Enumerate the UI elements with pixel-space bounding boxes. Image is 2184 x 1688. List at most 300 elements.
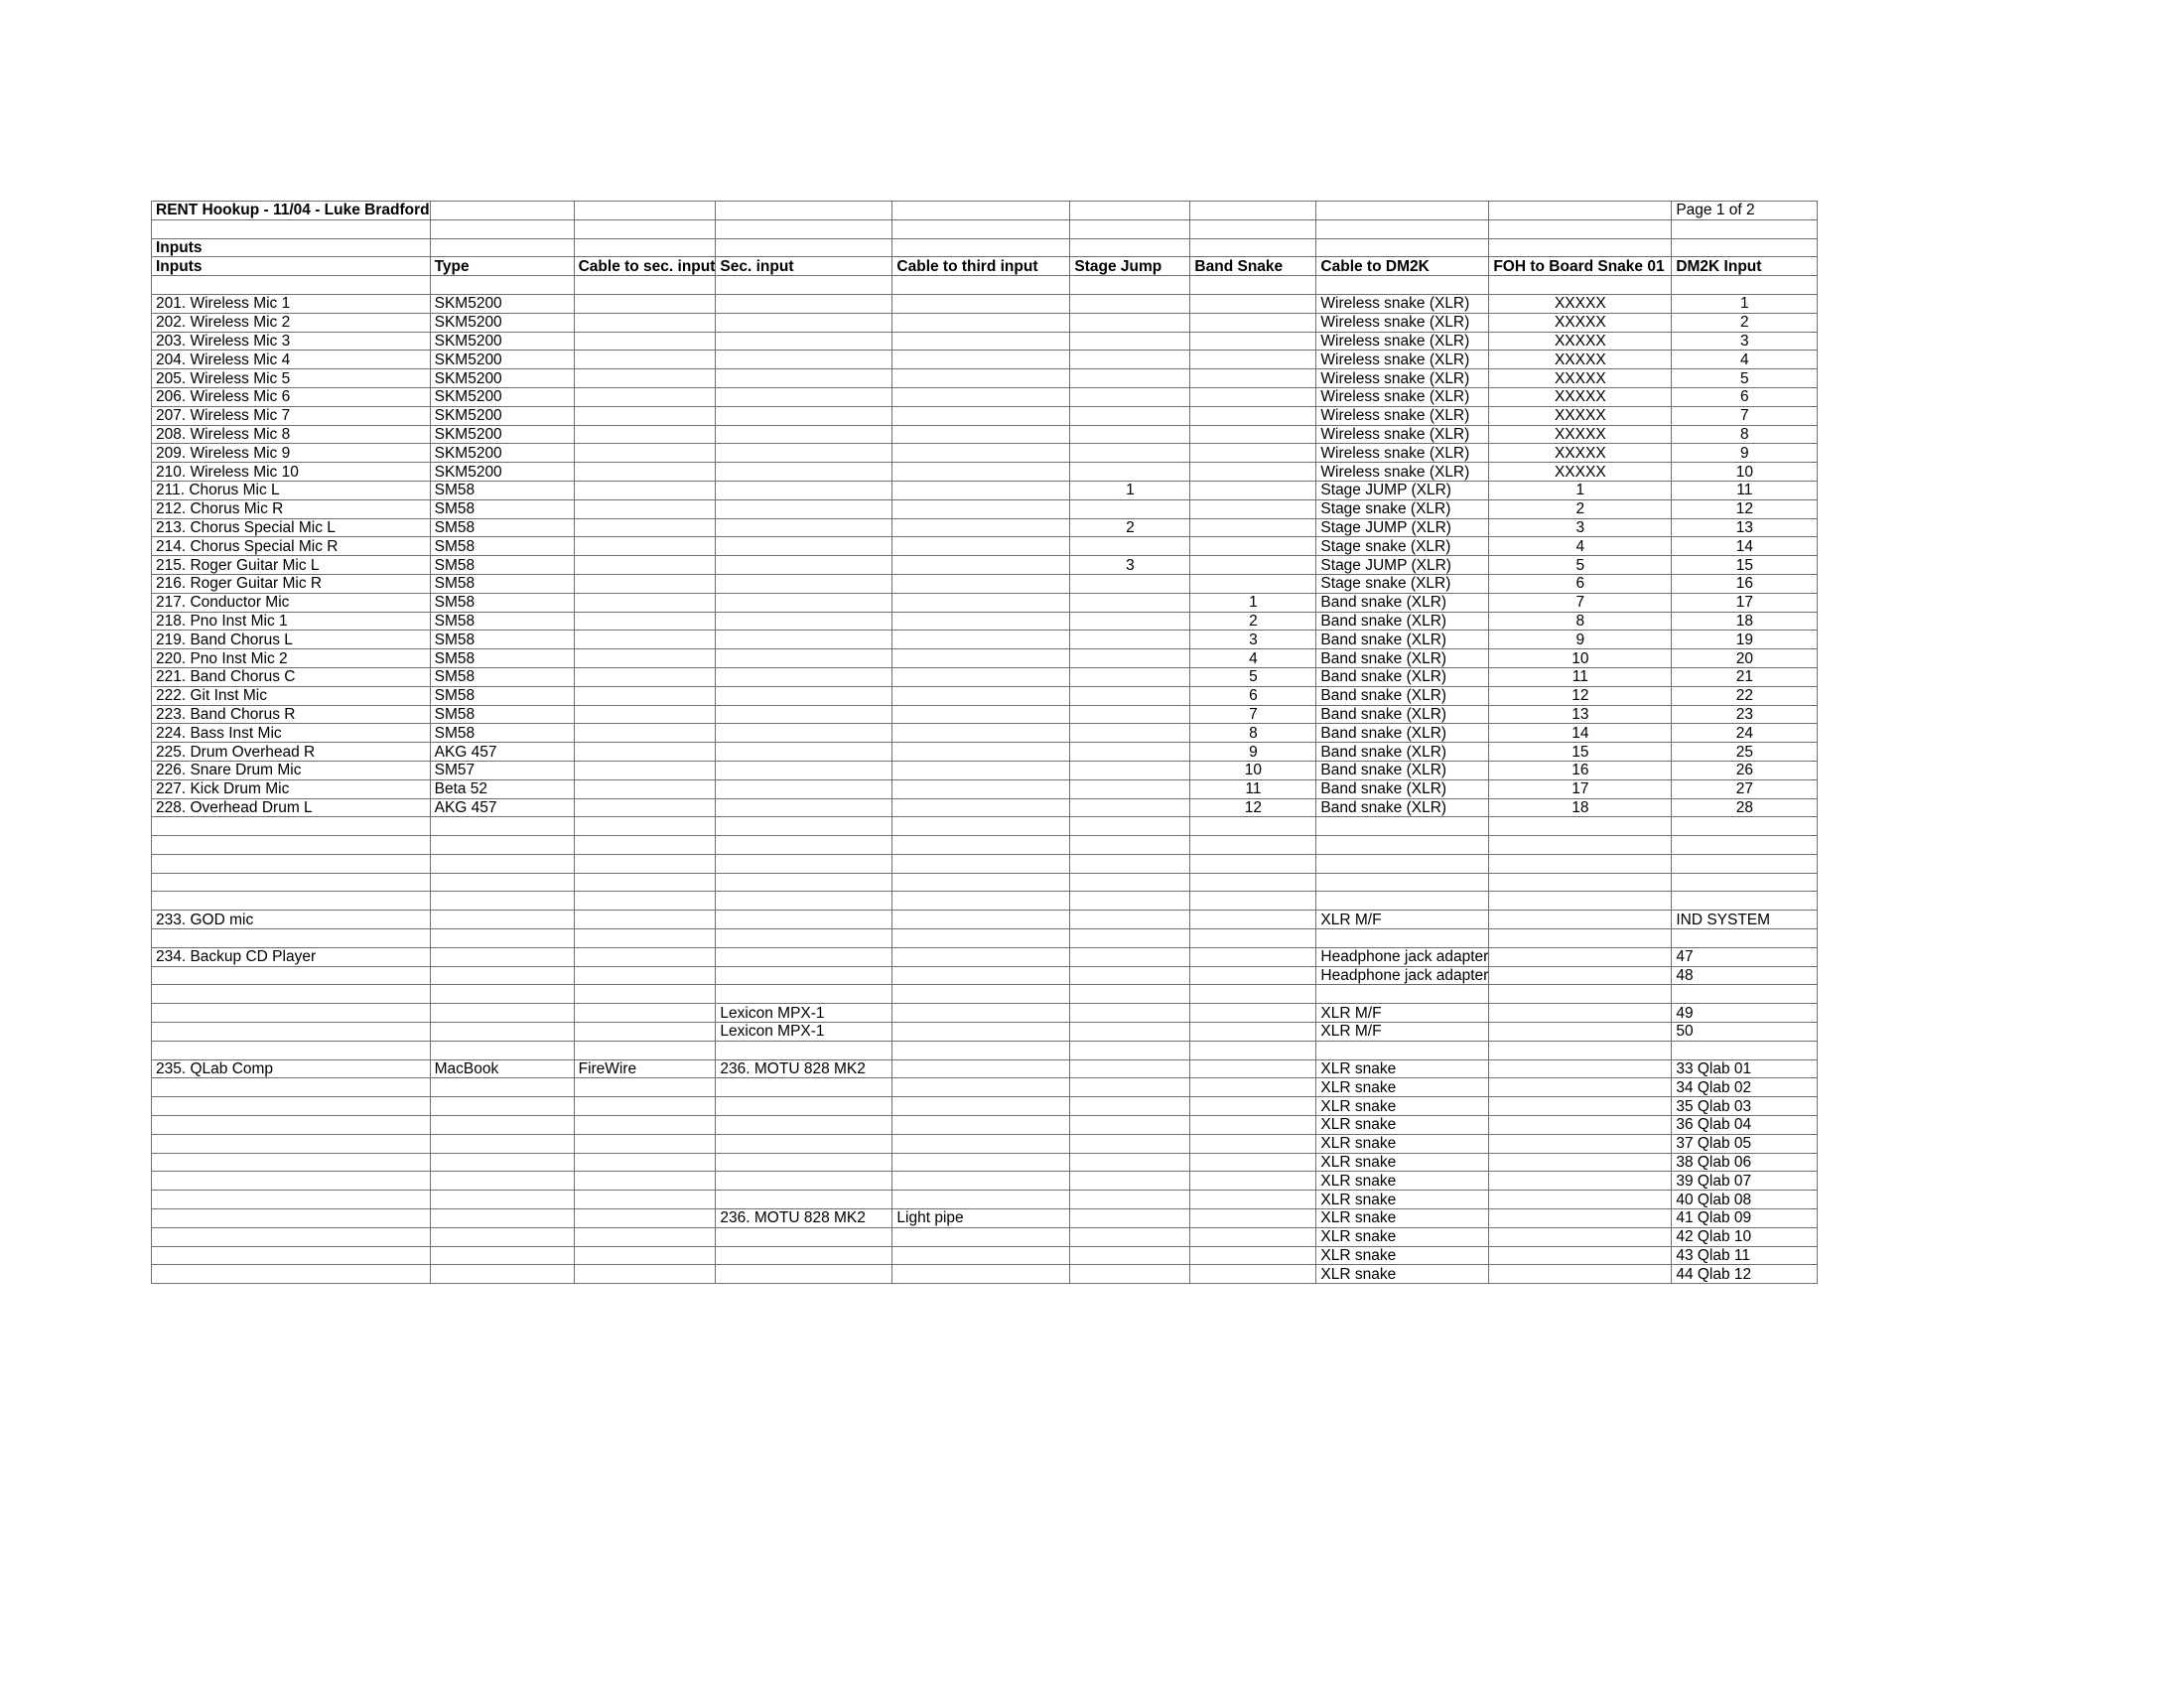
cell-type: SKM5200 [430,406,574,425]
cell-stage-jump [1070,761,1190,779]
cell-type: MacBook [430,1059,574,1078]
cell-cable-to-dm2k [1316,892,1489,911]
cell-cable-to-sec-input [574,387,716,406]
table-row [152,836,1818,855]
table-row [152,332,1818,351]
cell-cable-to-dm2k: Stage snake (XLR) [1316,574,1489,593]
cell-stage-jump [1070,425,1190,444]
cell-band-snake [1190,313,1316,332]
cell-stage-jump [1070,276,1190,295]
cell-stage-jump [1070,351,1190,369]
cell-foh-snake: 4 [1489,537,1672,556]
cell-band-snake: 6 [1190,686,1316,705]
cell-cable-to-third-input: Light pipe [892,1209,1070,1228]
cell-cable-to-dm2k: Wireless snake (XLR) [1316,444,1489,463]
cell-stage-jump [1070,743,1190,762]
cell-input-name: 233. GOD mic [152,911,431,929]
cell-foh-snake [1489,1227,1672,1246]
cell-input-name: 218. Pno Inst Mic 1 [152,612,431,631]
cell-band-snake [1190,1227,1316,1246]
cell-sec-input [716,556,892,575]
cell-cable-to-third-input [892,854,1070,873]
table-row [152,761,1818,779]
cell-cable-to-dm2k: Wireless snake (XLR) [1316,425,1489,444]
cell-foh-snake: 9 [1489,631,1672,649]
cell-input-name: 214. Chorus Special Mic R [152,537,431,556]
cell-dm2k-input [1672,873,1818,892]
cell-stage-jump [1070,537,1190,556]
cell-band-snake [1190,518,1316,537]
cell-dm2k-input: 23 [1672,705,1818,724]
cell-cable-to-sec-input [574,911,716,929]
cell-type [430,1134,574,1153]
cell-input-name: 207. Wireless Mic 7 [152,406,431,425]
cell-cable-to-third-input [892,463,1070,482]
cell-dm2k-input: 44 Qlab 12 [1672,1265,1818,1284]
cell-band-snake: 9 [1190,743,1316,762]
cell-dm2k-input: 26 [1672,761,1818,779]
cell-stage-jump [1070,313,1190,332]
table-row [152,481,1818,499]
cell-foh-snake [1489,1246,1672,1265]
cell-band-snake [1190,1153,1316,1172]
cell-stage-jump [1070,686,1190,705]
cell-foh-snake [1489,1097,1672,1116]
cell-cable-to-third-input [892,649,1070,668]
cell-cable-to-third-input [892,779,1070,798]
column-header-cable-to-dm2k: Cable to DM2K [1316,257,1489,276]
cell-sec-input [716,985,892,1004]
cell-cable-to-sec-input [574,743,716,762]
cell-sec-input [716,351,892,369]
cell-sec-input [716,929,892,948]
table-row [152,705,1818,724]
table-row [152,574,1818,593]
cell-band-snake [1190,966,1316,985]
cell-band-snake [1190,1246,1316,1265]
cell-stage-jump [1070,574,1190,593]
table-row [152,947,1818,966]
cell-stage-jump [1070,332,1190,351]
cell-cable-to-sec-input [574,556,716,575]
cell-cable-to-third-input [892,966,1070,985]
cell-stage-jump [1070,1153,1190,1172]
cell-input-name [152,1246,431,1265]
column-header-type: Type [430,257,574,276]
cell-cable-to-third-input [892,798,1070,817]
cell-stage-jump [1070,911,1190,929]
cell-sec-input [716,1191,892,1209]
cell-band-snake [1190,836,1316,855]
cell-type [430,1023,574,1042]
cell-cable-to-dm2k [1316,929,1489,948]
cell-cable-to-sec-input [574,463,716,482]
cell-sec-input [716,313,892,332]
cell-dm2k-input: 40 Qlab 08 [1672,1191,1818,1209]
cell-sec-input [716,294,892,313]
cell-sec-input [716,686,892,705]
cell-type [430,276,574,295]
cell-band-snake: 1 [1190,593,1316,612]
cell-foh-snake [1489,276,1672,295]
cell-sec-input [716,1153,892,1172]
table-row [152,1134,1818,1153]
cell-band-snake [1190,911,1316,929]
cell-cable-to-dm2k: Wireless snake (XLR) [1316,313,1489,332]
cell-foh-snake: 11 [1489,667,1672,686]
cell-sec-input [716,499,892,518]
hookup-sheet [151,201,1818,1284]
cell-cable-to-dm2k: Band snake (XLR) [1316,649,1489,668]
cell-dm2k-input: 42 Qlab 10 [1672,1227,1818,1246]
cell-sec-input [716,854,892,873]
cell-cable-to-third-input [892,1023,1070,1042]
cell-cable-to-dm2k: Stage snake (XLR) [1316,537,1489,556]
table-row [152,985,1818,1004]
cell-cable-to-dm2k [1316,1041,1489,1059]
cell-input-name [152,1209,431,1228]
cell-band-snake [1190,929,1316,948]
cell-band-snake [1190,1004,1316,1023]
cell-cable-to-third-input [892,761,1070,779]
cell-foh-snake [1489,1059,1672,1078]
column-header-cable-to-sec-input: Cable to sec. input [574,257,716,276]
cell-stage-jump [1070,892,1190,911]
cell-cable-to-third-input [892,743,1070,762]
cell-dm2k-input [1672,985,1818,1004]
cell-foh-snake: 7 [1489,593,1672,612]
cell-input-name: 204. Wireless Mic 4 [152,351,431,369]
cell-dm2k-input: 6 [1672,387,1818,406]
cell-foh-snake: 6 [1489,574,1672,593]
cell-cable-to-third-input [892,313,1070,332]
cell-type [430,966,574,985]
cell-input-name [152,985,431,1004]
cell-cable-to-sec-input [574,873,716,892]
cell-cable-to-third-input [892,406,1070,425]
cell-input-name [152,1153,431,1172]
cell-foh-snake [1489,1116,1672,1135]
cell-band-snake [1190,854,1316,873]
cell-cable-to-dm2k [1316,873,1489,892]
cell-type: SM58 [430,649,574,668]
section-label: Inputs [152,238,431,257]
cell-dm2k-input: 20 [1672,649,1818,668]
table-row [152,294,1818,313]
cell-cable-to-third-input [892,667,1070,686]
cell-band-snake [1190,947,1316,966]
cell-input-name [152,276,431,295]
cell-input-name [152,1191,431,1209]
cell-cable-to-dm2k: XLR snake [1316,1153,1489,1172]
cell-cable-to-third-input [892,929,1070,948]
cell-foh-snake: XXXXX [1489,444,1672,463]
cell-foh-snake: 17 [1489,779,1672,798]
table-row [152,631,1818,649]
cell-cable-to-sec-input [574,779,716,798]
cell-cable-to-dm2k: Band snake (XLR) [1316,612,1489,631]
cell-cable-to-sec-input [574,574,716,593]
cell-cable-to-dm2k: Band snake (XLR) [1316,686,1489,705]
cell-dm2k-input: 50 [1672,1023,1818,1042]
cell-stage-jump [1070,1191,1190,1209]
cell-foh-snake: 3 [1489,518,1672,537]
cell-stage-jump [1070,649,1190,668]
cell-input-name: 228. Overhead Drum L [152,798,431,817]
cell-type: SM58 [430,667,574,686]
cell-sec-input [716,947,892,966]
cell-sec-input [716,667,892,686]
cell-band-snake [1190,444,1316,463]
cell-stage-jump [1070,1059,1190,1078]
cell-cable-to-sec-input [574,985,716,1004]
table-row [152,1227,1818,1246]
cell-foh-snake [1489,836,1672,855]
cell-input-name: 220. Pno Inst Mic 2 [152,649,431,668]
table-row [152,1172,1818,1191]
cell-type [430,892,574,911]
cell-sec-input [716,612,892,631]
cell-type [430,1097,574,1116]
cell-cable-to-sec-input [574,929,716,948]
cell-cable-to-sec-input [574,686,716,705]
table-row [152,499,1818,518]
cell-cable-to-sec-input [574,1209,716,1228]
cell-input-name: 227. Kick Drum Mic [152,779,431,798]
table-row [152,1209,1818,1228]
table-row [152,1004,1818,1023]
cell-foh-snake: 16 [1489,761,1672,779]
cell-dm2k-input: 14 [1672,537,1818,556]
cell-foh-snake: XXXXX [1489,387,1672,406]
cell-cable-to-third-input [892,1041,1070,1059]
cell-stage-jump [1070,1172,1190,1191]
cell-cable-to-third-input [892,425,1070,444]
column-header-band-snake: Band Snake [1190,257,1316,276]
cell-type: SM58 [430,631,574,649]
cell-band-snake [1190,387,1316,406]
cell-foh-snake [1489,1078,1672,1097]
table-row [152,686,1818,705]
cell-stage-jump [1070,873,1190,892]
cell-band-snake [1190,1209,1316,1228]
cell-stage-jump [1070,1246,1190,1265]
cell-sec-input [716,966,892,985]
cell-cable-to-third-input [892,276,1070,295]
cell-stage-jump [1070,1116,1190,1135]
cell-sec-input [716,574,892,593]
cell-cable-to-sec-input [574,481,716,499]
cell-cable-to-dm2k: Band snake (XLR) [1316,593,1489,612]
cell-foh-snake [1489,1209,1672,1228]
cell-stage-jump [1070,499,1190,518]
cell-foh-snake [1489,911,1672,929]
cell-cable-to-sec-input [574,1116,716,1135]
section-row [152,238,1818,257]
cell-input-name [152,854,431,873]
cell-band-snake [1190,574,1316,593]
cell-foh-snake [1489,1191,1672,1209]
cell-sec-input: 236. MOTU 828 MK2 [716,1059,892,1078]
cell-type: SKM5200 [430,425,574,444]
cell-sec-input [716,798,892,817]
cell-band-snake: 8 [1190,724,1316,743]
cell-sec-input [716,537,892,556]
cell-cable-to-dm2k: Band snake (XLR) [1316,705,1489,724]
cell-foh-snake: 15 [1489,743,1672,762]
cell-dm2k-input: 7 [1672,406,1818,425]
cell-type: SM58 [430,686,574,705]
cell-dm2k-input: 12 [1672,499,1818,518]
cell-type [430,947,574,966]
cell-cable-to-third-input [892,911,1070,929]
cell-cable-to-sec-input [574,854,716,873]
cell-cable-to-sec-input [574,369,716,388]
cell-input-name: 235. QLab Comp [152,1059,431,1078]
cell-input-name: 212. Chorus Mic R [152,499,431,518]
cell-foh-snake: 8 [1489,612,1672,631]
cell-dm2k-input: 22 [1672,686,1818,705]
cell-type: SM58 [430,574,574,593]
cell-foh-snake [1489,985,1672,1004]
cell-cable-to-dm2k [1316,817,1489,836]
cell-type [430,929,574,948]
cell-sec-input [716,892,892,911]
table-row [152,854,1818,873]
table-row [152,1246,1818,1265]
cell-input-name [152,966,431,985]
cell-stage-jump [1070,294,1190,313]
column-header-cable-to-third-input: Cable to third input [892,257,1070,276]
table-row [152,387,1818,406]
column-header-inputs: Inputs [152,257,431,276]
cell-foh-snake [1489,1265,1672,1284]
cell-dm2k-input: 13 [1672,518,1818,537]
cell-stage-jump [1070,1023,1190,1042]
cell-input-name [152,929,431,948]
cell-foh-snake: 18 [1489,798,1672,817]
cell-sec-input [716,406,892,425]
cell-dm2k-input: 8 [1672,425,1818,444]
cell-cable-to-sec-input: FireWire [574,1059,716,1078]
cell-dm2k-input: 43 Qlab 11 [1672,1246,1818,1265]
cell-cable-to-dm2k: Stage JUMP (XLR) [1316,556,1489,575]
cell-cable-to-dm2k: XLR M/F [1316,1023,1489,1042]
cell-input-name [152,1265,431,1284]
cell-stage-jump [1070,369,1190,388]
cell-cable-to-dm2k [1316,276,1489,295]
cell-type: SM58 [430,556,574,575]
cell-cable-to-sec-input [574,1153,716,1172]
table-row [152,369,1818,388]
cell-cable-to-sec-input [574,1172,716,1191]
cell-sec-input [716,593,892,612]
cell-type [430,1172,574,1191]
table-row [152,911,1818,929]
cell-dm2k-input: 27 [1672,779,1818,798]
table-row [152,667,1818,686]
cell-foh-snake: XXXXX [1489,351,1672,369]
cell-type: SKM5200 [430,294,574,313]
cell-cable-to-third-input [892,1004,1070,1023]
cell-type [430,1209,574,1228]
cell-band-snake [1190,1097,1316,1116]
cell-cable-to-third-input [892,351,1070,369]
cell-band-snake [1190,537,1316,556]
cell-input-name: 209. Wireless Mic 9 [152,444,431,463]
cell-cable-to-third-input [892,1153,1070,1172]
cell-band-snake [1190,1116,1316,1135]
cell-cable-to-dm2k: Band snake (XLR) [1316,667,1489,686]
cell-sec-input [716,705,892,724]
cell-cable-to-third-input [892,1059,1070,1078]
cell-cable-to-dm2k: Headphone jack adapter [1316,966,1489,985]
cell-input-name [152,1004,431,1023]
cell-foh-snake: 1 [1489,481,1672,499]
column-header-sec-input: Sec. input [716,257,892,276]
cell-type: AKG 457 [430,743,574,762]
cell-band-snake [1190,1023,1316,1042]
cell-cable-to-third-input [892,892,1070,911]
cell-input-name: 201. Wireless Mic 1 [152,294,431,313]
cell-input-name: 211. Chorus Mic L [152,481,431,499]
cell-cable-to-sec-input [574,1246,716,1265]
cell-type: SKM5200 [430,351,574,369]
cell-foh-snake [1489,947,1672,966]
cell-band-snake [1190,1059,1316,1078]
cell-dm2k-input [1672,817,1818,836]
cell-foh-snake [1489,1153,1672,1172]
cell-cable-to-sec-input [574,313,716,332]
cell-cable-to-third-input [892,817,1070,836]
cell-cable-to-dm2k: Stage snake (XLR) [1316,499,1489,518]
cell-foh-snake: XXXXX [1489,332,1672,351]
cell-cable-to-sec-input [574,294,716,313]
cell-dm2k-input: 28 [1672,798,1818,817]
cell-cable-to-third-input [892,574,1070,593]
cell-band-snake: 4 [1190,649,1316,668]
cell-type [430,1041,574,1059]
cell-band-snake [1190,1191,1316,1209]
cell-dm2k-input [1672,854,1818,873]
cell-input-name [152,1023,431,1042]
cell-cable-to-dm2k: XLR snake [1316,1116,1489,1135]
cell-input-name: 224. Bass Inst Mic [152,724,431,743]
cell-cable-to-sec-input [574,276,716,295]
cell-cable-to-sec-input [574,836,716,855]
table-row [152,1078,1818,1097]
column-header-foh-to-board-snake: FOH to Board Snake 01 [1489,257,1672,276]
cell-cable-to-third-input [892,294,1070,313]
cell-dm2k-input: 37 Qlab 05 [1672,1134,1818,1153]
cell-stage-jump [1070,705,1190,724]
table-row [152,1191,1818,1209]
table-row [152,1097,1818,1116]
cell-cable-to-sec-input [574,499,716,518]
cell-input-name: 223. Band Chorus R [152,705,431,724]
cell-dm2k-input: 39 Qlab 07 [1672,1172,1818,1191]
cell-stage-jump [1070,836,1190,855]
cell-dm2k-input: 18 [1672,612,1818,631]
cell-cable-to-third-input [892,518,1070,537]
cell-dm2k-input: 4 [1672,351,1818,369]
cell-dm2k-input: 5 [1672,369,1818,388]
table-row [152,929,1818,948]
cell-cable-to-sec-input [574,406,716,425]
cell-dm2k-input: 34 Qlab 02 [1672,1078,1818,1097]
cell-band-snake [1190,406,1316,425]
cell-sec-input [716,1227,892,1246]
